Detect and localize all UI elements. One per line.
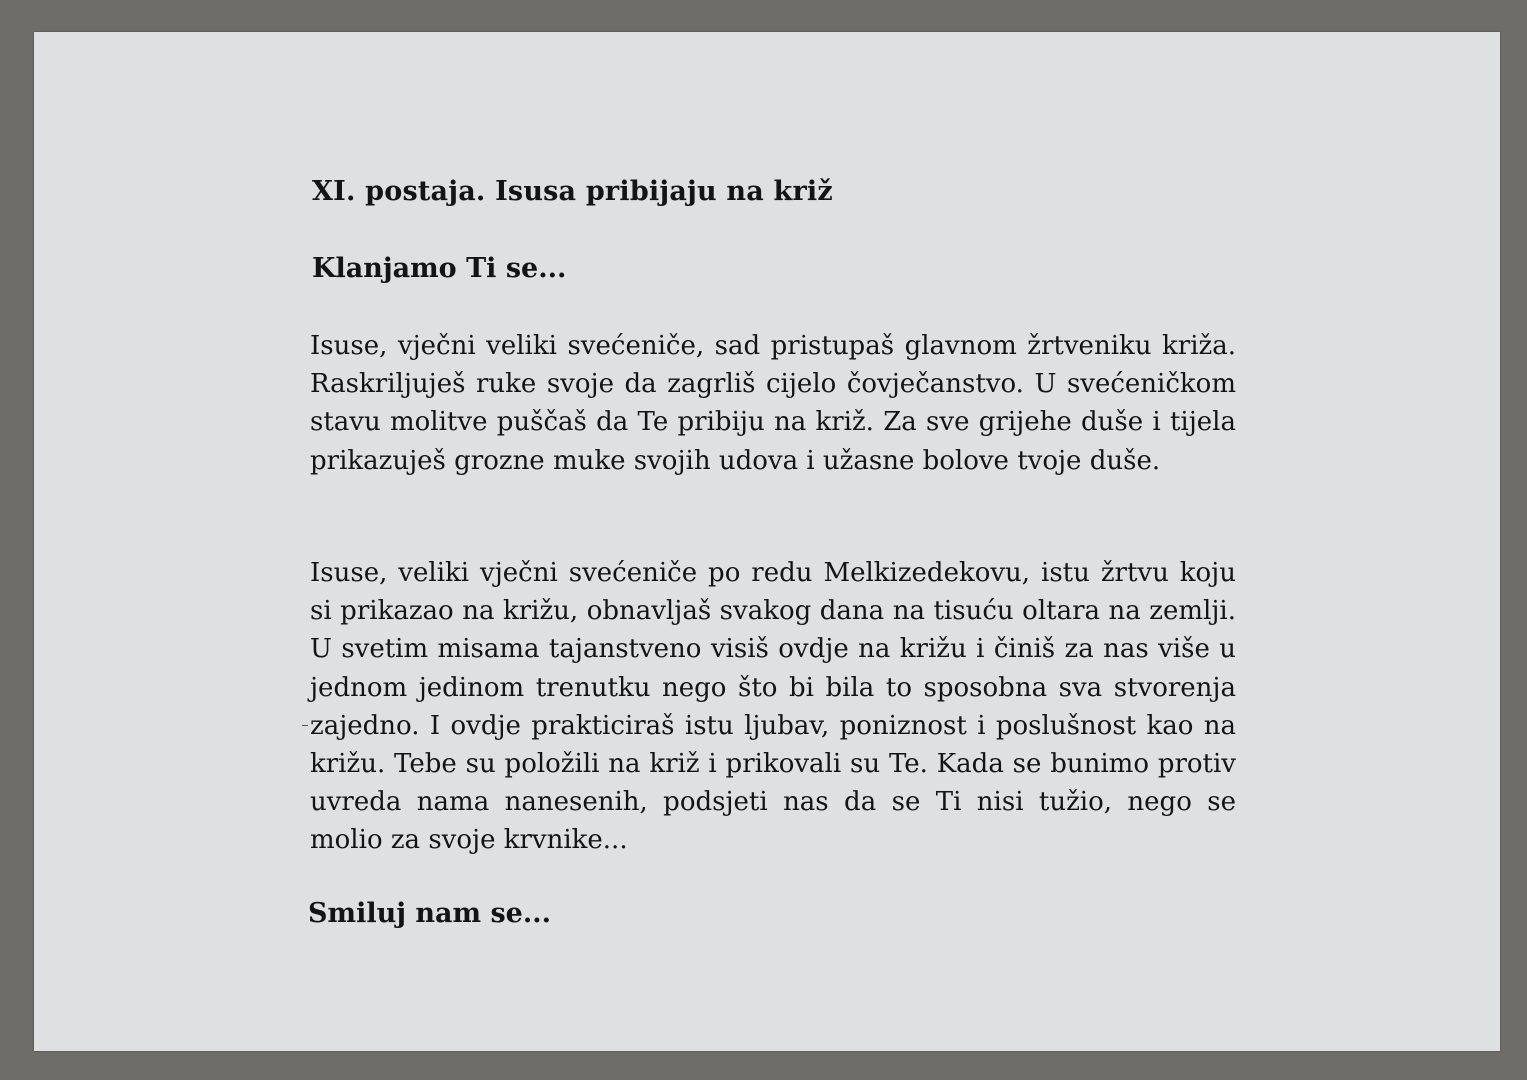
paragraph-2: Isuse, veliki vječni svećeniče po redu Melkizedekovu, istu žrtvu koju si prikazao na križu, obnavljaš svakog dana na tisuću oltara na zemlji. U svetim misama tajanstveno visiš ovdje na križu i činiš za nas više u jednom jedinom trenutku nego što bi bila to sposobna sva stvorenja zajedno. I ovdje prakticiraš istu ljubav, poniznost i poslušnost kao na križu. Tebe su položili na križ i prikovali su Te. Kada se bunimo protiv uvreda nama nanesenih, podsjeti nas da se Ti nisi tužio, nego se molio za svoje krvnike... (310, 558, 1236, 856)
margin-mark (302, 725, 308, 726)
opening-response: Klanjamo Ti se... (312, 253, 567, 284)
printed-card (34, 32, 1500, 1051)
closing-response: Smiluj nam se... (308, 898, 552, 929)
station-title: XI. postaja. Isusa pribijaju na križ (312, 176, 833, 207)
paragraph-1: Isuse, vječni veliki svećeniče, sad pristupaš glavnom žrtveniku križa. Raskriljuješ ruke svoje da zagrliš cijelo čovječanstvo. U svećeničkom stavu molitve puščaš da Te pribiju na križ. Za sve grijehe duše i tijela prikazuješ grozne muke svojih udova i užasne bolove tvoje duše. (310, 331, 1236, 476)
